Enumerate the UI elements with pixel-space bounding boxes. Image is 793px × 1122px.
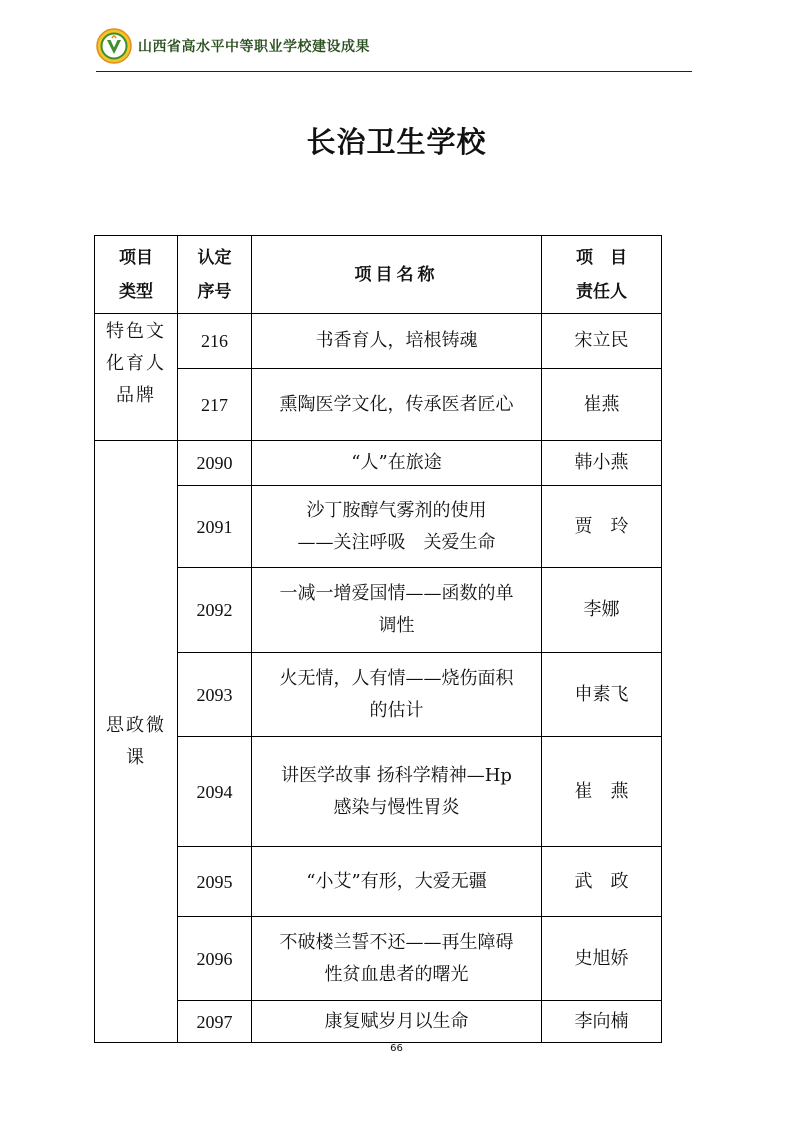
- table-row: [95, 917, 662, 1001]
- owner-cell: 李向楠: [542, 1001, 662, 1043]
- name-cell: 书香育人，培根铸魂: [252, 314, 542, 369]
- project-table: [94, 235, 662, 1043]
- table-row: [95, 737, 662, 847]
- page-number: 66: [390, 1043, 403, 1054]
- seq-cell: 2094: [178, 737, 252, 847]
- owner-cell: 韩小燕: [542, 441, 662, 486]
- category-cell: 特色文 化育人 品牌: [95, 314, 178, 441]
- name-cell: 火无情，人有情——烧伤面积 的估计: [252, 653, 542, 737]
- column-header-seq: 认定 序号: [178, 236, 252, 314]
- owner-cell: 申素飞: [542, 653, 662, 737]
- owner-cell: 贾 玲: [542, 486, 662, 568]
- column-header-type: 项目 类型: [95, 236, 178, 314]
- seq-cell: 2090: [178, 441, 252, 486]
- table-row: [95, 653, 662, 737]
- table-row: [95, 568, 662, 653]
- seq-cell: 216: [178, 314, 252, 369]
- header-divider: [96, 71, 692, 72]
- seq-cell: 2095: [178, 847, 252, 917]
- school-emblem-icon: [96, 28, 132, 64]
- name-cell: 一减一增爱国情——函数的单 调性: [252, 568, 542, 653]
- category-cell: 思政微 课: [95, 441, 178, 1043]
- seq-cell: 2097: [178, 1001, 252, 1043]
- name-cell: 沙丁胺醇气雾剂的使用 ——关注呼吸 关爱生命: [252, 486, 542, 568]
- name-cell: 讲医学故事 扬科学精神—Hp 感染与慢性胃炎: [252, 737, 542, 847]
- table-row: [95, 486, 662, 568]
- owner-cell: 李娜: [542, 568, 662, 653]
- seq-cell: 2091: [178, 486, 252, 568]
- document-title: 长治卫生学校: [306, 125, 487, 159]
- table-header-row: [95, 236, 662, 314]
- seq-cell: 217: [178, 369, 252, 441]
- column-header-owner: 项 目 责任人: [542, 236, 662, 314]
- name-cell: 康复赋岁月以生命: [252, 1001, 542, 1043]
- owner-cell: 宋立民: [542, 314, 662, 369]
- owner-cell: 武 政: [542, 847, 662, 917]
- name-cell: “人”在旅途: [252, 441, 542, 486]
- header-title: 山西省高水平中等职业学校建设成果: [138, 39, 370, 55]
- name-cell: 熏陶医学文化，传承医者匠心: [252, 369, 542, 441]
- table-row: [95, 441, 662, 486]
- page-header: [96, 26, 692, 72]
- table-row: [95, 314, 662, 369]
- table-row: [95, 1001, 662, 1043]
- seq-cell: 2093: [178, 653, 252, 737]
- table-row: [95, 847, 662, 917]
- column-header-name: 项目名称: [252, 236, 542, 314]
- owner-cell: 史旭娇: [542, 917, 662, 1001]
- owner-cell: 崔 燕: [542, 737, 662, 847]
- seq-cell: 2096: [178, 917, 252, 1001]
- seq-cell: 2092: [178, 568, 252, 653]
- owner-cell: 崔燕: [542, 369, 662, 441]
- name-cell: “小艾”有形，大爱无疆: [252, 847, 542, 917]
- name-cell: 不破楼兰誓不还——再生障碍 性贫血患者的曙光: [252, 917, 542, 1001]
- table-row: [95, 369, 662, 441]
